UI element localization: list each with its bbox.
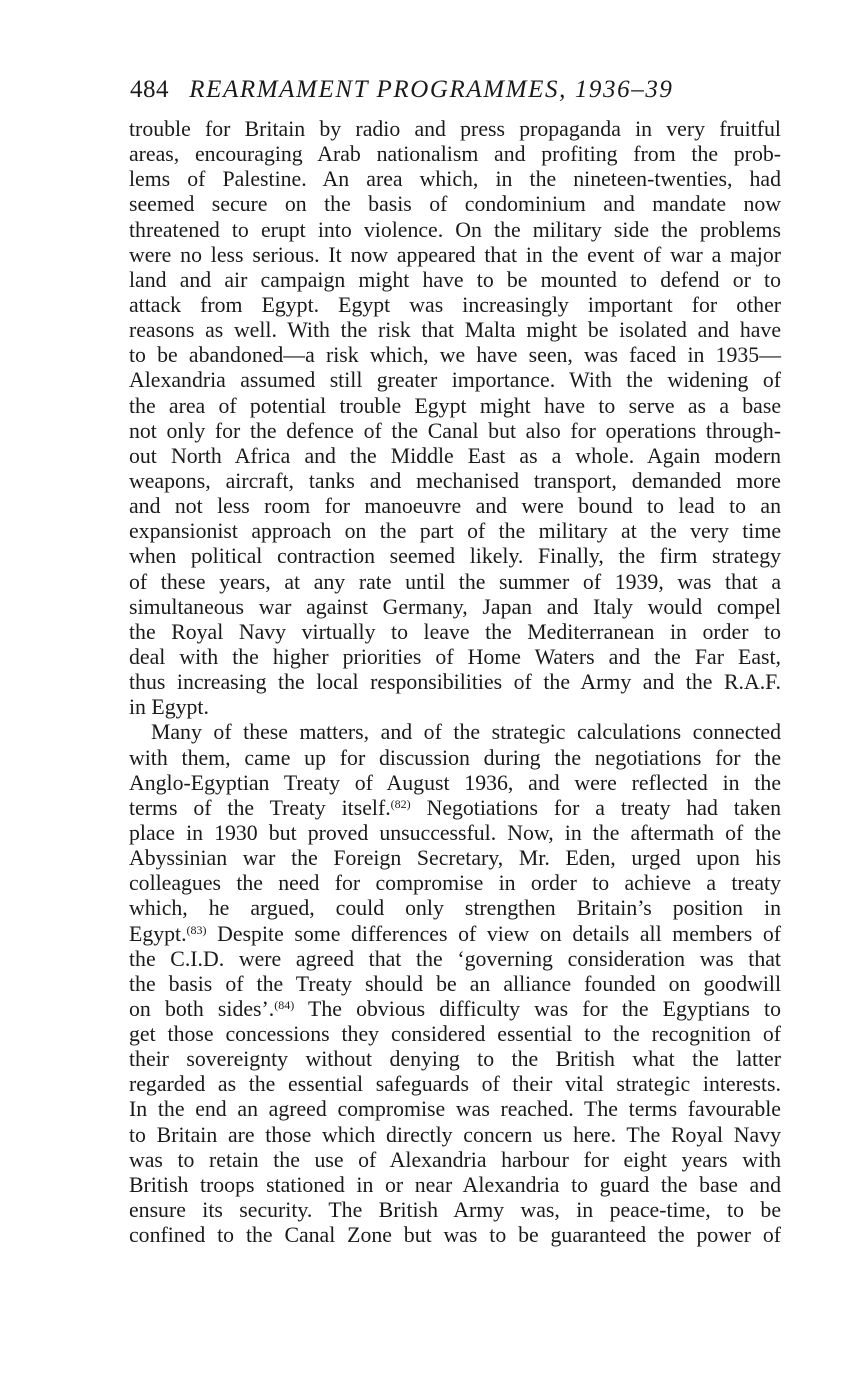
footnote-ref: (82)	[390, 796, 411, 811]
text-line: the Royal Navy virtually to leave the Mediterranean in order to	[129, 619, 781, 644]
text-line: and not less room for manoeuvre and were bound to lead to an	[129, 494, 781, 519]
text-line: was to retain the use of Alexandria harbour for eight years with	[129, 1147, 781, 1172]
text-line: with them, came up for discussion during the negotiations for the	[129, 745, 781, 770]
text-line: of these years, at any rate until the summer of 1939, was that a	[129, 569, 781, 594]
text-line: threatened to erupt into violence. On the military side the problems	[129, 217, 781, 242]
text-line: thus increasing the local responsibilities of the Army and the R.A.F.	[129, 670, 781, 695]
text-line: not only for the defence of the Canal but also for operations through-	[129, 418, 781, 443]
text-line: simultaneous war against Germany, Japan and Italy would compel	[129, 594, 781, 619]
text-line: Many of these matters, and of the strategic calculations connected	[151, 720, 781, 745]
text-segment: terms of the Treaty itself.	[129, 795, 391, 820]
text-line: to Britain are those which directly concern us here. The Royal Navy	[129, 1122, 781, 1147]
page-header	[130, 76, 730, 110]
text-line: Anglo-Egyptian Treaty of August 1936, and were reflected in the	[129, 770, 781, 795]
text-line: the area of potential trouble Egypt might have to serve as a base	[129, 393, 781, 418]
text-line: expansionist approach on the part of the military at the very time	[129, 519, 781, 544]
text-line: regarded as the essential safeguards of their vital strategic interests.	[129, 1072, 781, 1097]
text-line: lems of Palestine. An area which, in the nineteen-twenties, had	[129, 167, 781, 192]
text-segment: Egypt.	[129, 921, 187, 946]
text-segment: The obvious difficulty was for the Egyptians to	[294, 996, 781, 1021]
text-line: weapons, aircraft, tanks and mechanised transport, demanded more	[129, 468, 781, 493]
text-line: reasons as well. With the risk that Malta might be isolated and have	[129, 318, 781, 343]
text-line: get those concessions they considered essential to the recognition of	[129, 1022, 781, 1047]
text-segment: Despite some differences of view on details all members of	[206, 921, 781, 946]
text-line: colleagues the need for compromise in order to achieve a treaty	[129, 871, 781, 896]
text-line: when political contraction seemed likely. Finally, the firm strategy	[129, 544, 781, 569]
text-line: trouble for Britain by radio and press propaganda in very fruitful	[129, 117, 781, 141]
text-segment: Negotiations for a treaty had taken	[410, 795, 781, 820]
text-line: their sovereignty without denying to the British what the latter	[129, 1047, 781, 1072]
text-line: seemed secure on the basis of condominium and mandate now	[129, 192, 781, 217]
footnote-ref: (83)	[186, 922, 207, 937]
running-title: REARMAMENT PROGRAMMES, 1936–39	[189, 76, 674, 103]
text-line: attack from Egypt. Egypt was increasingly important for other	[129, 292, 781, 317]
text-line: deal with the higher priorities of Home Waters and the Far East,	[129, 644, 781, 669]
text-line: confined to the Canal Zone but was to be guaranteed the power of	[129, 1223, 781, 1248]
text-line: the C.I.D. were agreed that the ‘governing consideration was that	[129, 946, 781, 971]
body-text	[129, 117, 781, 1248]
text-line: the basis of the Treaty should be an alliance founded on goodwill	[129, 971, 781, 996]
text-line: land and air campaign might have to be mounted to defend or to	[129, 267, 781, 292]
text-line: British troops stationed in or near Alexandria to guard the base and	[129, 1172, 781, 1197]
text-segment: on both sides’.	[129, 996, 275, 1021]
text-line: in Egypt.	[129, 695, 209, 720]
page-number: 484	[130, 76, 169, 103]
text-line: to be abandoned—a risk which, we have seen, was faced in 1935—	[129, 343, 781, 368]
text-line: which, he argued, could only strengthen Britain’s position in	[129, 896, 781, 921]
text-line: Abyssinian war the Foreign Secretary, Mr. Eden, urged upon his	[129, 846, 781, 871]
text-line	[129, 796, 781, 821]
text-line: were no less serious. It now appeared that in the event of war a major	[129, 242, 781, 267]
text-line: ensure its security. The British Army was, in peace-time, to be	[129, 1198, 781, 1223]
text-line	[129, 997, 781, 1022]
text-line: areas, encouraging Arab nationalism and profiting from the prob-	[129, 142, 781, 167]
text-line: In the end an agreed compromise was reached. The terms favourable	[129, 1097, 781, 1122]
text-line: place in 1930 but proved unsuccessful. Now, in the aftermath of the	[129, 820, 781, 845]
footnote-ref: (84)	[274, 997, 295, 1012]
text-line: Alexandria assumed still greater importance. With the widening of	[129, 368, 781, 393]
text-line: out North Africa and the Middle East as a whole. Again modern	[129, 443, 781, 468]
text-line	[129, 922, 781, 947]
